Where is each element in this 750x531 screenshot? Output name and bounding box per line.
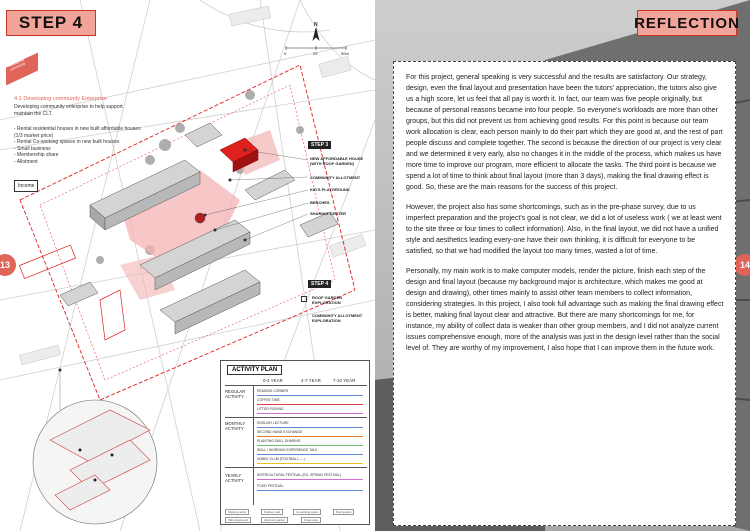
divider bbox=[225, 417, 367, 418]
scale-25: 25 bbox=[313, 51, 318, 56]
activity-bar bbox=[257, 454, 363, 455]
step3-header: STEP 3 bbox=[308, 141, 331, 149]
scale-50: 50m bbox=[341, 51, 349, 56]
step3-item: BENCHES bbox=[310, 200, 330, 205]
year-4-7: 4-7 YEAR bbox=[301, 378, 321, 383]
legend-item: Co-working space bbox=[293, 509, 321, 515]
step3-item: NEW AFFORDABLE HOUSE (WITH ROOF GARDEN) bbox=[310, 156, 364, 166]
reflection-panel bbox=[393, 61, 736, 526]
section-heading: 4.1 Developing community Enterprise bbox=[14, 96, 107, 102]
year-7-10: 7-10 YEAR bbox=[333, 378, 356, 383]
activity-bar bbox=[257, 413, 363, 414]
reflection-paragraph: However, the project also has some shortcomings, such as in the pre-phase survey, due to us imperfect preparation and the project's goal is not clear, we did a lot of useless work ( we at least went to the site three or four times to collect information). Also, in the final layout, we did not have a unified style and aesthetics leading every-one have their own thinking, it is difficult for everyone to be satisfied, so that we had modified the layout too many times, wasted a lot of time. bbox=[406, 204, 722, 255]
divider bbox=[225, 385, 367, 386]
step3-item: SHARING CENTER bbox=[310, 211, 347, 216]
regular-activity-label: REGULAR ACTIVITY bbox=[225, 389, 246, 399]
year-0-4: 0-4 YEAR bbox=[263, 378, 283, 383]
enterprise-tag-label: Developing community bbox=[7, 57, 26, 72]
reflection-paragraph: For this project, general speaking is very successful and the results are satisfactory. Our strategy, design, even the final layout and presentation have been the tutors' appreciation, the tutors also give us a high score, let us feel that all pay is worth it. In fact, our team was five people originally, but because of personal reasons became into four people. So everyone's workloads are more than other groups, but this did not prevent us from achieving good results. For this point is because our team work allocation is clear, each person mainly to do their part which they are good at, and the rest of part people discuss and complete together. The second is because the direction of our project is very clear and we determined it very early, also no changes it in the middle of the process, which makes us have more time to improve our program, more efficient to allocate the tasks. The third point is because we spend a lot of time to think about final layout (more than 3 days), making the final drawing effect is good. So, these are the main reasons for the success of this project. bbox=[406, 74, 723, 191]
activity-plan-title: ACTIVITY PLAN bbox=[227, 365, 282, 375]
activity-bar bbox=[257, 445, 363, 446]
legend-item: Grass area bbox=[301, 517, 321, 523]
activity-bar bbox=[257, 395, 363, 396]
activity-bar bbox=[257, 427, 363, 428]
step4-item: ROOF GARDEN EXPLORATION bbox=[312, 295, 342, 305]
yearly-activity-label: YEARLY ACTIVITY bbox=[225, 473, 244, 483]
reflection-paragraph: Personally, my main work is to make computer models, render the picture, finish each step of the design and final layout (because my background major is architecture, which makes me good at design and drawing), other times mainly to assist other team members to collect information, considering strategies. In this project, I also took full advantage such as making the final drawing effect is better, making final layout clear and attractive. But there are many shortcomings for me, for instance, my ability of collect data is weaker than other group members, and I did not analyze current issues comprehensive enough, more of the analysis was just in the design level rather than the social level of. They are worthy of my improvement, I also hope that I can improve them in the future work. bbox=[406, 268, 724, 352]
legend-item: Kids playground bbox=[225, 517, 251, 523]
bullet-item: - Small business bbox=[14, 145, 51, 152]
activity-bar bbox=[257, 463, 363, 464]
section-intro: Developing community enterprise to help support maintain the CLT. bbox=[14, 104, 123, 117]
step3-item: COMMUNITY ALLOTMENT bbox=[310, 175, 361, 180]
step-title: STEP 4 bbox=[6, 10, 96, 36]
reflection-title: REFLECTION bbox=[637, 10, 737, 36]
legend-item: Roof garden bbox=[333, 509, 354, 515]
step4-item: COMMUNITY ALLOTMENT EXPLORATION bbox=[312, 313, 363, 323]
activity-item: LITTER PICKING bbox=[257, 407, 284, 411]
activity-bar bbox=[257, 490, 363, 491]
activity-item: SKILL / WORKING EXPERIENCE TALK bbox=[257, 448, 318, 452]
step4-header: STEP 4 bbox=[308, 280, 331, 288]
roof-garden-swatch bbox=[301, 296, 307, 302]
activity-bar bbox=[257, 436, 363, 437]
bullet-item: - Rental residential houses in new built affordable houses (1/3 market price) bbox=[14, 126, 141, 139]
step3-item: KID'S PLAYGROUND bbox=[310, 187, 350, 192]
bullet-item: - Rental Co-working spaces in new built houses bbox=[14, 139, 120, 145]
divider bbox=[253, 385, 254, 505]
page-number-right: 14 bbox=[734, 254, 750, 276]
north-label: N bbox=[314, 22, 318, 28]
activity-item: SECOND-HAND EXCHANGE bbox=[257, 430, 303, 434]
activity-item: ENGLISH LECTURE bbox=[257, 421, 289, 425]
activity-item: READING CORNER bbox=[257, 389, 289, 393]
activity-item: INTERCULTURAL FESTIVAL (EG. SPRING FESTIVAL) bbox=[257, 473, 341, 477]
activity-bar bbox=[257, 404, 363, 405]
page-number-left: 13 bbox=[0, 254, 16, 276]
activity-item: FOOD FESTIVAL bbox=[257, 484, 284, 488]
legend-item: Allotment garden bbox=[261, 517, 288, 523]
divider bbox=[225, 467, 367, 468]
activity-bar bbox=[257, 479, 363, 480]
legend-item: Outdoor café bbox=[261, 509, 283, 515]
activity-plan bbox=[220, 360, 370, 525]
scale-0: 0 bbox=[284, 51, 287, 56]
bullet-item: - Membership share bbox=[14, 152, 59, 158]
reflection-text bbox=[406, 72, 724, 363]
activity-item: HOBBY CLUB (FOOTBALL......) bbox=[257, 457, 306, 461]
bullet-list bbox=[14, 126, 144, 165]
monthly-activity-label: MONTHLY ACTIVITY bbox=[225, 421, 246, 431]
income-box: Income bbox=[14, 180, 38, 192]
legend-item: Sharing center bbox=[225, 509, 249, 515]
activity-item: COFFEE TIME bbox=[257, 398, 280, 402]
bullet-item: - Allotment bbox=[14, 158, 38, 165]
activity-item: PLANTING SKILL SHARING bbox=[257, 439, 301, 443]
